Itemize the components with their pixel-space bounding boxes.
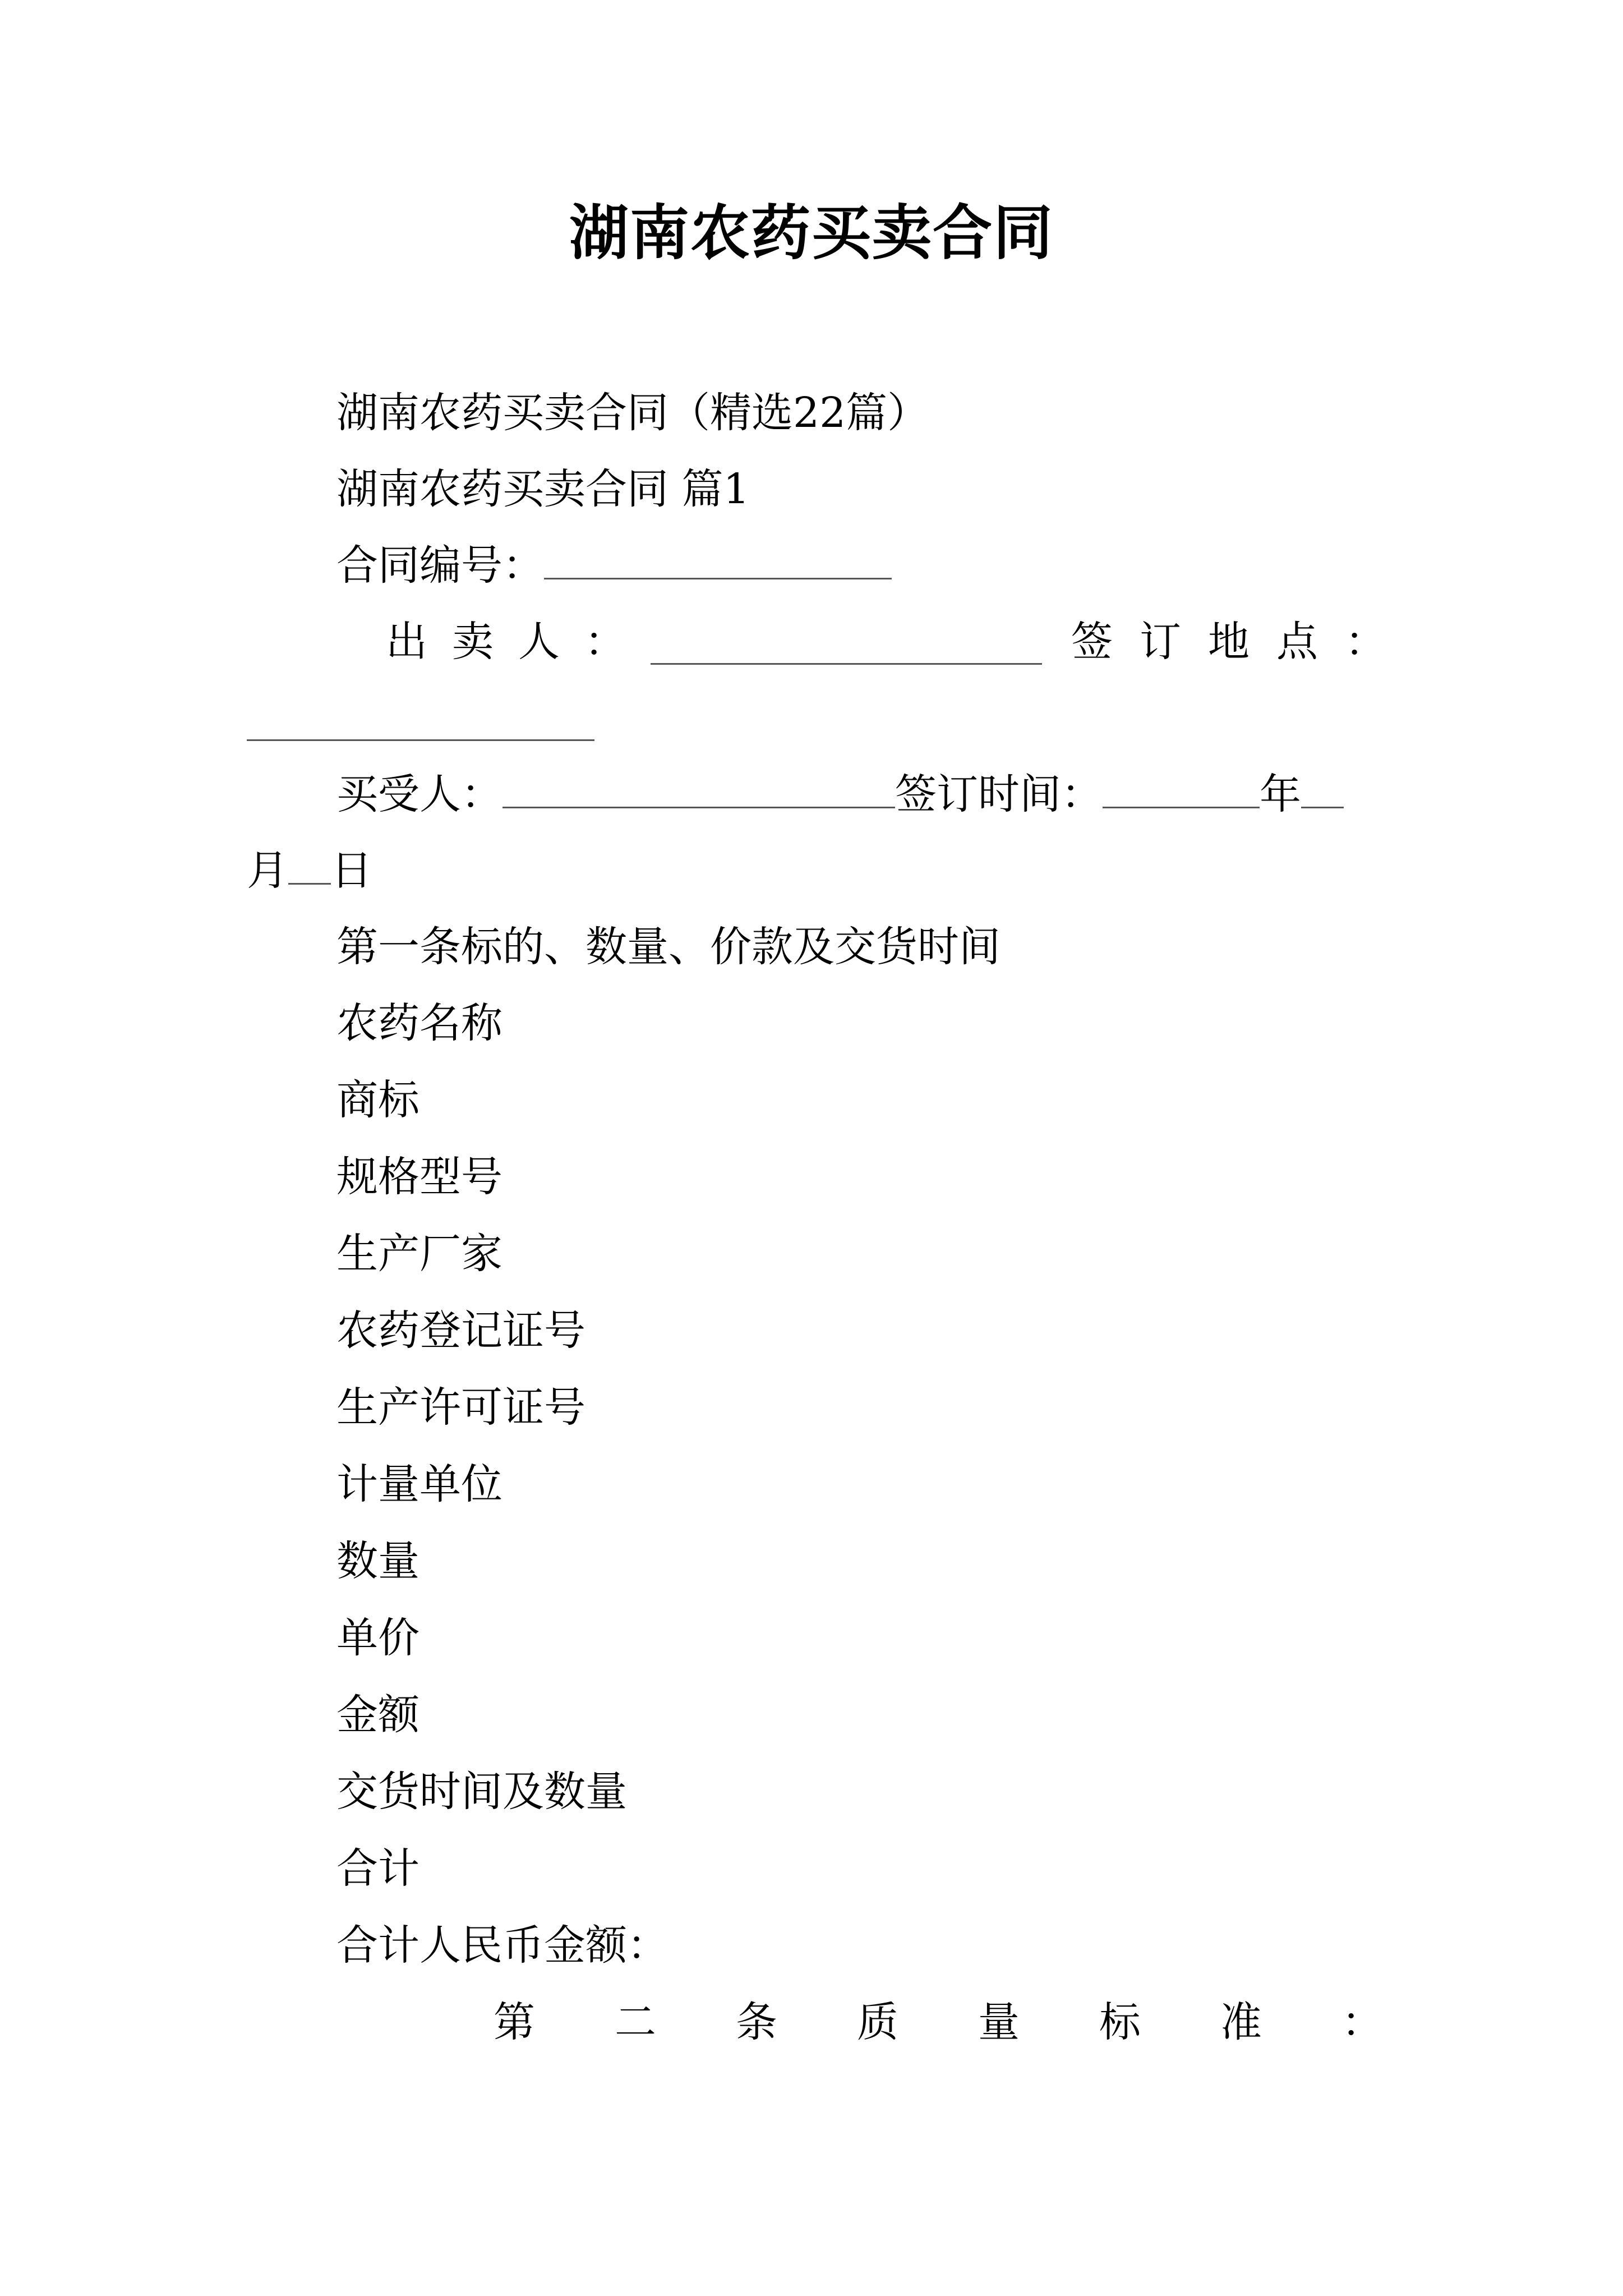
sign-place-char: ： (1345, 618, 1386, 666)
sign-place-char: 签 (1071, 618, 1113, 666)
item-line: 计量单位 (336, 1460, 502, 1508)
item-line: 规格型号 (336, 1153, 502, 1201)
item-line: 金额 (336, 1691, 419, 1739)
document-subtitle: 湖南农药买卖合同（精选22篇） (336, 389, 929, 437)
sign-time-label: 签订时间： (895, 770, 1103, 818)
section-heading: 湖南农药买卖合同 篇1 (336, 465, 750, 513)
seller-char: 人 (518, 618, 560, 666)
day-blank[interactable] (288, 848, 331, 885)
day-label: 日 (331, 846, 372, 895)
item-line: 合计人民币金额： (336, 1921, 668, 1970)
contract-number-line (336, 537, 892, 593)
item-line: 数量 (336, 1537, 419, 1585)
article-2-char: ： (1341, 1998, 1383, 2046)
seller-char: ： (584, 618, 626, 666)
article-1-heading: 第一条标的、数量、价款及交货时间 (336, 923, 1000, 971)
article-2-char: 质 (857, 1998, 898, 2046)
month-blank[interactable] (1301, 772, 1344, 808)
date-line (247, 843, 372, 899)
article-2-char: 条 (736, 1998, 777, 2046)
month-label: 月 (247, 846, 288, 895)
seller-char: 出 (386, 618, 427, 666)
item-line: 单价 (336, 1614, 419, 1662)
buyer-blank[interactable] (502, 772, 895, 808)
contract-number-label: 合同编号： (336, 541, 544, 590)
year-label: 年 (1260, 770, 1301, 818)
buyer-label: 买受人： (336, 770, 502, 818)
buyer-line (336, 766, 1344, 822)
sign-place-char: 点 (1276, 618, 1318, 666)
item-line: 生产厂家 (336, 1230, 502, 1278)
article-2-char: 第 (494, 1998, 535, 2046)
article-2-char: 准 (1220, 1998, 1262, 2046)
item-line: 农药登记证号 (336, 1306, 585, 1355)
sign-place-blank[interactable] (247, 705, 594, 741)
article-2-char: 标 (1099, 1998, 1141, 2046)
sign-place-char: 订 (1140, 618, 1181, 666)
item-line: 商标 (336, 1076, 419, 1124)
sign-place-char: 地 (1208, 618, 1249, 666)
item-line: 农药名称 (336, 999, 502, 1047)
contract-number-blank[interactable] (544, 543, 892, 579)
seller-blank[interactable] (651, 628, 1042, 665)
article-2-char: 二 (615, 1998, 656, 2046)
item-line: 生产许可证号 (336, 1383, 585, 1432)
item-line: 交货时间及数量 (336, 1768, 627, 1816)
article-2-char: 量 (978, 1998, 1020, 2046)
seller-char: 卖 (452, 618, 494, 666)
document-title: 湖南农药买卖合同 (569, 197, 1054, 268)
year-blank[interactable] (1103, 772, 1260, 808)
item-line: 合计 (336, 1844, 419, 1893)
